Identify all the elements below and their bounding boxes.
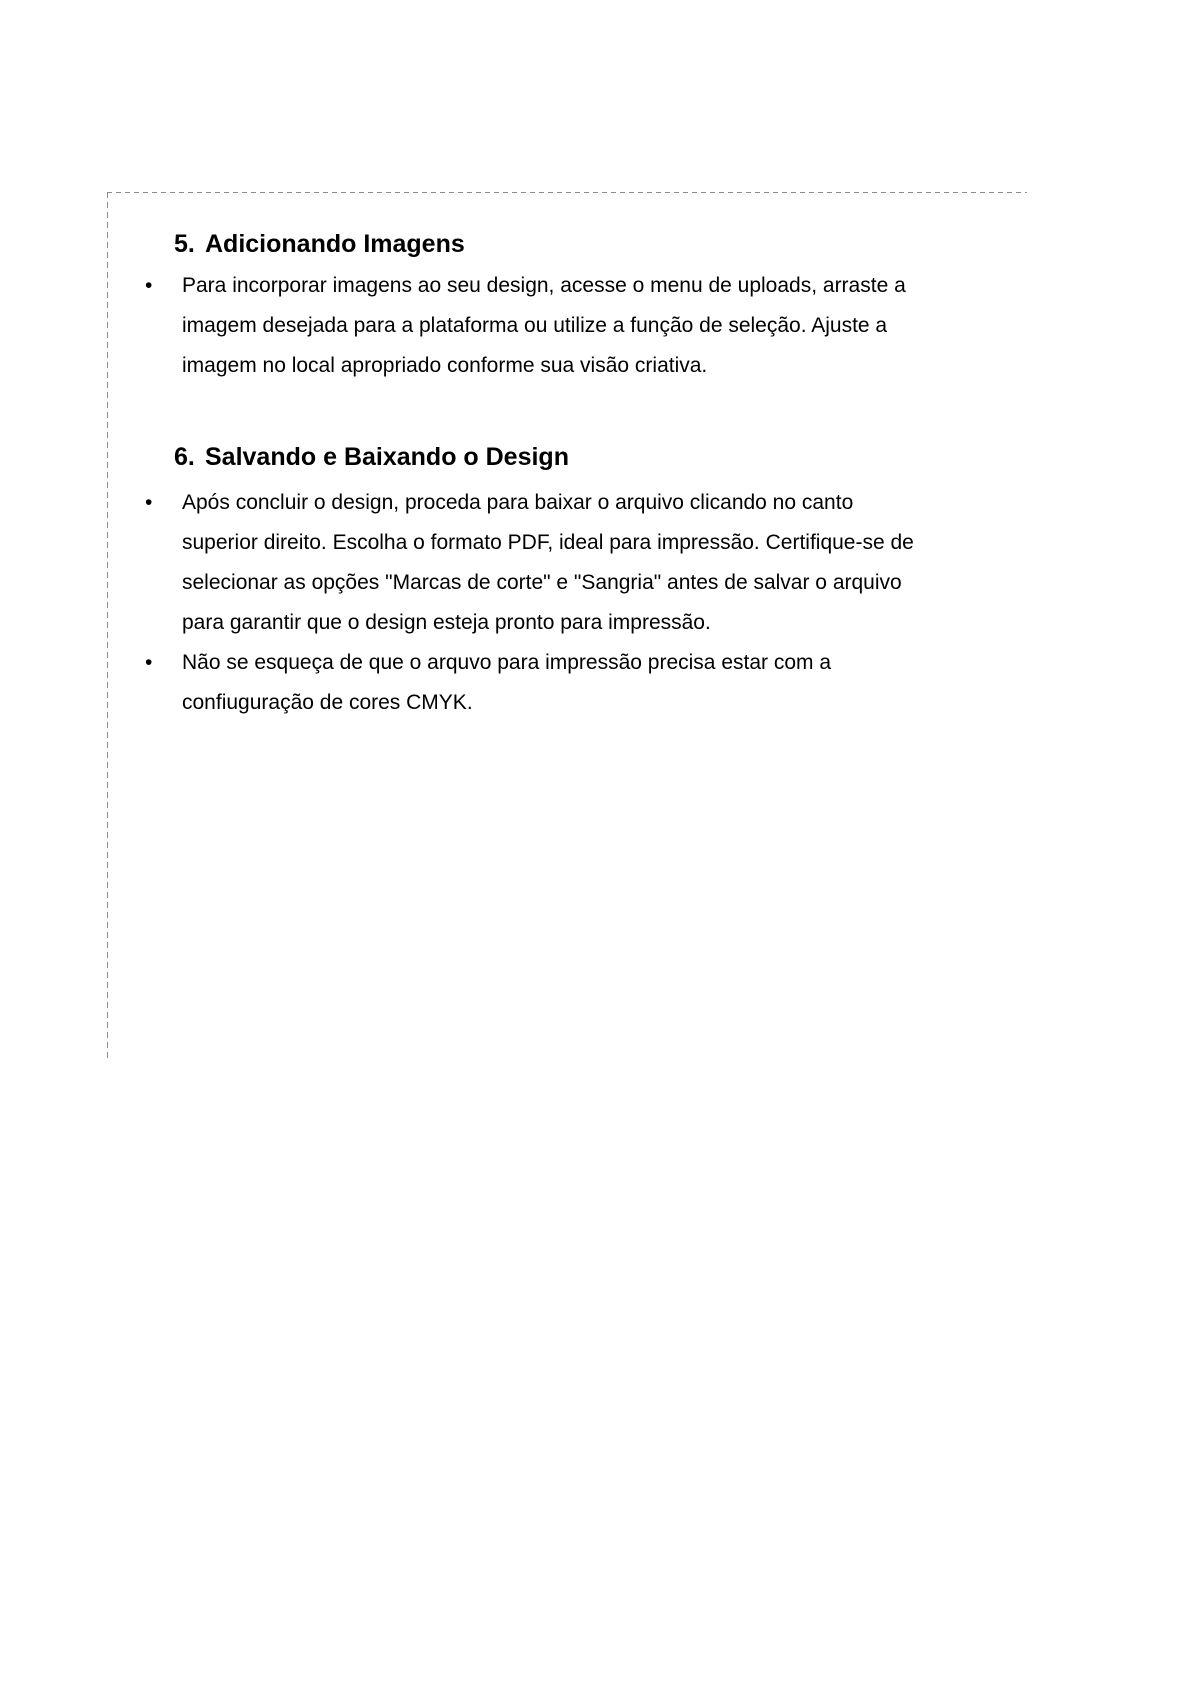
list-item	[145, 643, 1191, 723]
text-line: imagem desejada para a plataforma ou utilize a função de seleção. Ajuste a	[182, 314, 888, 337]
bullet-marker: •	[145, 274, 153, 297]
section-6-title: Salvando e Baixando o Design	[205, 443, 569, 471]
text-line: superior direito. Escolha o formato PDF, ideal para impressão. Certifique-se de	[182, 531, 914, 554]
text-line: Após concluir o design, proceda para baixar o arquivo clicando no canto	[182, 491, 854, 514]
section-5-number: 5.	[174, 230, 195, 258]
section-5-bullet-list	[107, 266, 1191, 386]
section-5-heading	[107, 224, 1191, 264]
text-line: Para incorporar imagens ao seu design, acesse o menu de uploads, arraste a	[182, 274, 906, 297]
text-line: confiuguração de cores CMYK.	[182, 691, 473, 714]
text-line: para garantir que o design esteja pronto para impressão.	[182, 611, 711, 634]
section-6-number: 6.	[174, 443, 195, 471]
bullet-marker: •	[145, 491, 153, 514]
text-boundary-top-line	[107, 192, 1027, 193]
bullet-marker: •	[145, 651, 153, 674]
text-line: imagem no local apropriado conforme sua visão criativa.	[182, 354, 708, 377]
list-item	[145, 483, 1191, 643]
list-item	[145, 266, 1191, 386]
text-line: Não se esqueça de que o arquvo para impressão precisa estar com a	[182, 651, 832, 674]
section-5-title: Adicionando Imagens	[205, 230, 465, 258]
section-6-bullet-list	[107, 483, 1191, 723]
section-6-heading	[107, 437, 1191, 477]
text-line: selecionar as opções "Marcas de corte" e "Sangria" antes de salvar o arquivo	[182, 571, 902, 594]
